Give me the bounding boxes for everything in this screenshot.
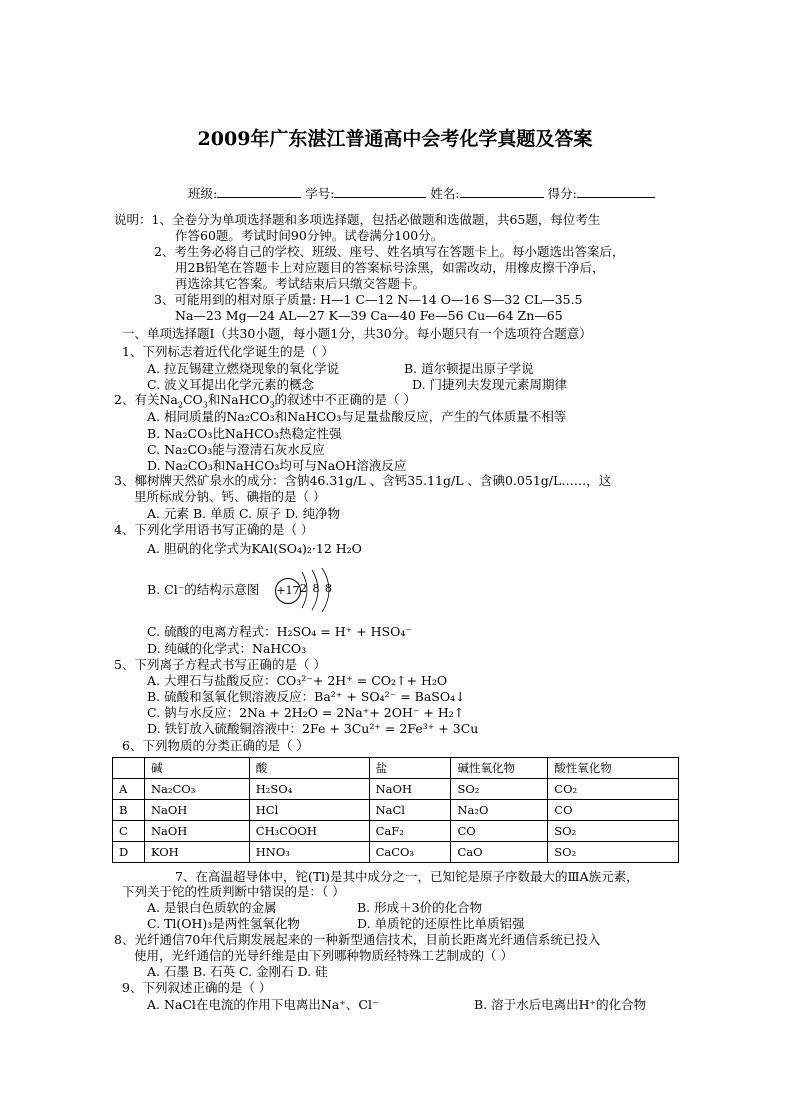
q1-stem: 1、下列标志着近代化学诞生的是（ ） [122,344,334,359]
q6-stem: 6、下列物质的分类正确的是（ ） [122,738,309,753]
table-cell: A [113,779,145,800]
table-cell: B [113,800,145,821]
table-cell: CaCO₃ [369,842,451,863]
q2-option-d: D. Na₂CO₃和NaHCO₃均可与NaOH溶液反应 [147,458,407,473]
q7-stem-1: 7、在高温超导体中，铊(Tl)是其中成分之一，已知铊是原子序数最大的ⅢA族元素， [175,869,639,884]
table-cell: NaCl [369,800,451,821]
electron-counts: 2 8 8 [300,582,333,595]
score-label: 得分: [547,186,577,201]
q7-option-a: A. 是银白色质软的金属 [147,900,277,915]
table-row [113,800,679,821]
q2-stem-part-1: 2、有关Na [114,392,178,407]
note-1b: 作答60题。考试时间90分钟。试卷满分100分。 [175,228,444,243]
q3-stem-1: 3、椰树牌天然矿泉水的成分：含钠46.31g/L 、含钙35.11g/L 、含碘0.051g/L……，这 [114,473,612,488]
name-label: 姓名: [430,186,460,201]
header-cell: 酸 [249,758,369,779]
q4-option-d: D. 纯碱的化学式：NaHCO₃ [147,641,307,656]
q2-option-c: C. Na₂CO₃能与澄清石灰水反应 [147,442,325,457]
table-cell: CO [451,821,548,842]
table-cell: SO₂ [548,821,679,842]
header-cell [113,758,145,779]
q1-option-c: C. 波义耳提出化学元素的概念 [147,377,315,392]
score-blank[interactable] [577,185,655,198]
q9-option-b: B. 溶于水后电离出H⁺的化合物 [474,997,647,1012]
q5-option-c: C. 钠与水反应：2Na + 2H₂O = 2Na⁺+ 2OH⁻ + H₂↑ [147,705,465,720]
page-title: 2009年广东湛江普通高中会考化学真题及答案 [197,128,593,150]
table-cell: NaOH [369,779,451,800]
q7-option-c: C. Tl(OH)₃是两性氢氧化物 [147,916,300,931]
id-label: 学号: [305,186,335,201]
table-cell: SO₂ [451,779,548,800]
q1-option-d: D. 门捷列夫发现元素周期律 [412,377,568,392]
q5-option-a: A. 大理石与盐酸反应：CO₃²⁻+ 2H⁺ = CO₂↑+ H₂O [147,673,448,688]
header-cell: 碱 [144,758,249,779]
q7-option-b: B. 形成＋3价的化合物 [357,900,483,915]
note-1a: 说明：1、全卷分为单项选择题和多项选择题，包括必做题和选做题，共65题，每位考生 [114,212,601,227]
student-info-line [188,185,655,202]
class-blank[interactable] [217,185,301,198]
table-cell: H₂SO₄ [249,779,369,800]
note-3a: 3、可能用到的相对原子质量: H—1 C—12 N—14 O—16 S—32 CL—35.5 [154,292,583,307]
q2-stem-part-4: 的叙述中不正确的是（ ） [274,392,417,407]
header-cell: 盐 [369,758,451,779]
table-cell: CO [548,800,679,821]
q2-option-b: B. Na₂CO₃比NaHCO₃热稳定性强 [147,426,342,441]
q9-stem: 9、下列叙述正确的是（ ） [122,980,272,995]
q3-options: A. 元素 B. 单质 C. 原子 D. 纯净物 [147,506,341,521]
table-cell: NaOH [144,800,249,821]
table-cell: SO₂ [548,842,679,863]
q4-option-c: C. 硫酸的电离方程式：H₂SO₄ = H⁺ + HSO₄⁻ [147,624,412,639]
table-row [113,821,679,842]
q4-option-a: A. 胆矾的化学式为KAl(SO₄)₂·12 H₂O [147,541,362,556]
note-3b: Na—23 Mg—24 AL—27 K—39 Ca—40 Fe—56 Cu—64 Zn—65 [175,308,563,323]
table-cell: C [113,821,145,842]
table-row [113,779,679,800]
q8-stem-1: 8、光纤通信70年代后期发展起来的一种新型通信技术，目前长距离光纤通信系统已投入 [114,932,601,947]
q8-options: A. 石墨 B. 石英 C. 金刚石 D. 硅 [147,964,328,979]
q4-stem: 4、下列化学用语书写正确的是（ ） [114,522,314,537]
table-cell: Na₂CO₃ [144,779,249,800]
q5-option-b: B. 硫酸和氢氧化钡溶液反应：Ba²⁺ + SO₄²⁻ = BaSO₄↓ [147,689,466,704]
chlorine-nucleus: +17 [275,578,301,604]
table-cell: CaO [451,842,548,863]
q4-option-b: B. Cl⁻的结构示意图 [147,582,260,597]
table-cell: HNO₃ [249,842,369,863]
header-cell: 碱性氧化物 [451,758,548,779]
table-cell: CO₂ [548,779,679,800]
note-2c: 再选涂其它答案。考试结束后只缴交答题卡。 [175,276,426,291]
classification-table [112,757,679,863]
table-cell: CH₃COOH [249,821,369,842]
q2-option-a: A. 相同质量的Na₂CO₃和NaHCO₃与足量盐酸反应，产生的气体质量不相等 [147,409,567,424]
note-2b: 用2B铅笔在答题卡上对应题目的答案标号涂黑，如需改动，用橡皮擦干净后， [175,260,605,275]
table-cell: NaOH [144,821,249,842]
q1-option-b: B. 道尔顿提出原子学说 [404,361,534,376]
header-cell: 酸性氧化物 [548,758,679,779]
q7-stem-2: 下列关于铊的性质判断中错误的是：（ ） [122,884,345,899]
q2-stem: 2、有关$Na_2CO_3$和NaHCO$_3$的叙述中不正确的是（ ） [114,392,417,410]
q3-stem-2: 里所标成分钠、钙、碘指的是（ ） [134,489,326,504]
table-cell: KOH [144,842,249,863]
q5-option-d: D. 铁钉放入硫酸铜溶液中：2Fe + 3Cu²⁺ = 2Fe³⁺ + 3Cu [147,721,479,736]
table-cell: Na₂O [451,800,548,821]
q5-stem: 5、下列离子方程式书写正确的是（ ） [114,657,326,672]
q8-stem-2: 使用，光纤通信的光导纤维是由下列哪种物质经特殊工艺制成的（ ） [134,948,513,963]
note-2a: 2、考生务必将自己的学校、班级、座号、姓名填写在答题卡上。每小题选出答案后， [154,244,625,259]
q7-option-d: D. 单质铊的还原性比单质铝强 [357,916,525,931]
table-cell: HCl [249,800,369,821]
name-blank[interactable] [460,185,544,198]
table-cell: D [113,842,145,863]
q1-option-a: A. 拉瓦锡建立燃烧现象的氧化学说 [147,361,339,376]
q2-stem-part-2: CO [182,392,203,407]
section-heading: 一、单项选择题Ⅰ（共30小题，每小题1分，共30分。每小题只有一个选项符合题意） [122,326,592,341]
q2-stem-part-3: 和NaHCO [207,392,270,407]
id-blank[interactable] [334,185,426,198]
table-header-row [113,758,679,779]
class-label: 班级: [188,186,218,201]
table-row [113,842,679,863]
table-cell: CaF₂ [369,821,451,842]
q9-option-a: A. NaCl在电流的作用下电离出Na⁺、Cl⁻ [147,997,379,1012]
